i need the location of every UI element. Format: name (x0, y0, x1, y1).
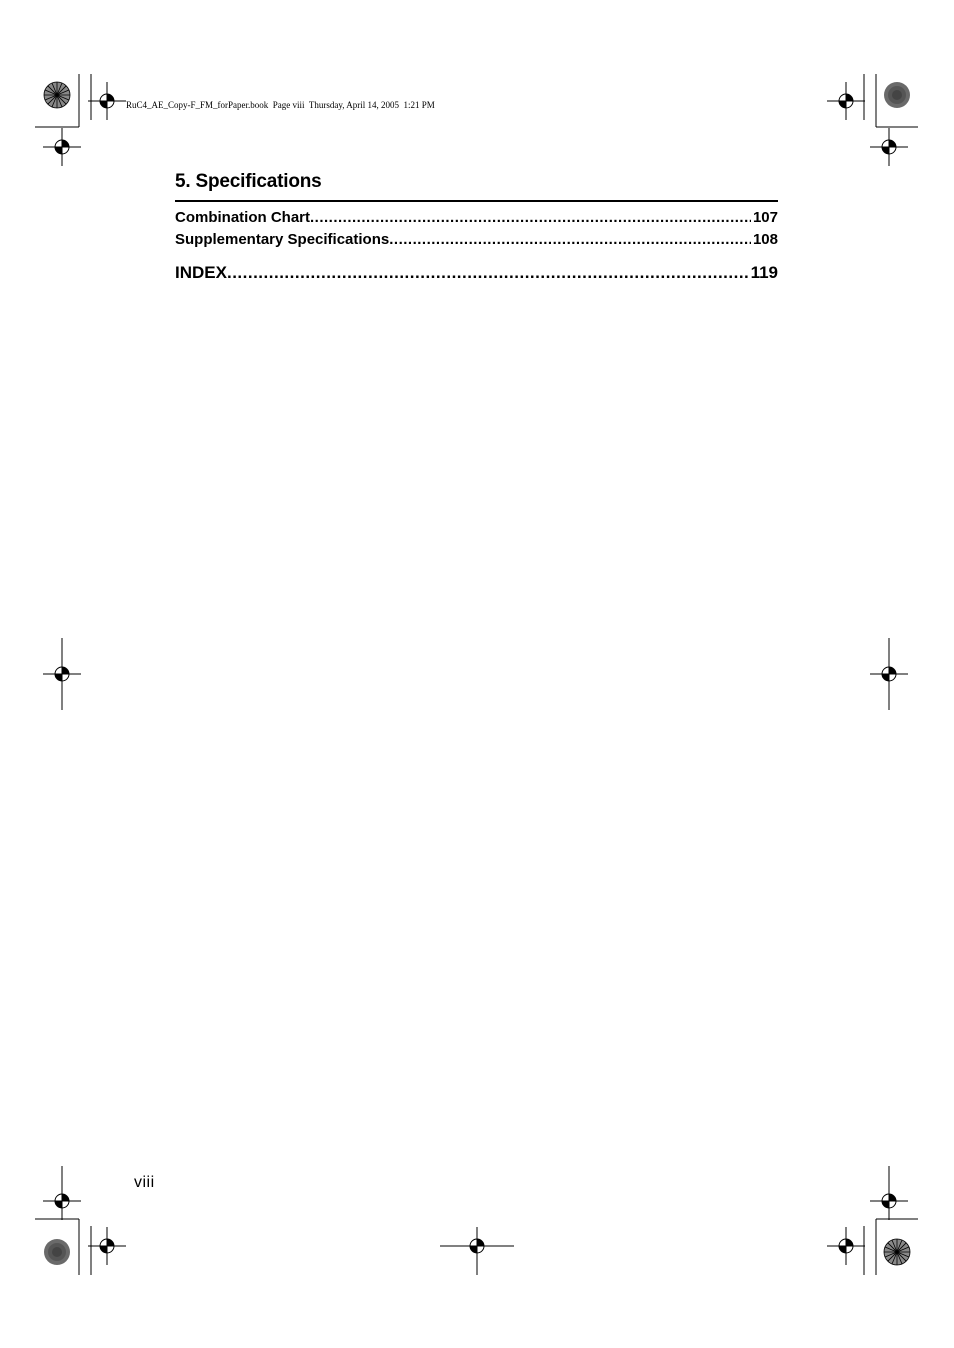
corner-mark-bottom-left (35, 1166, 126, 1275)
toc-entry-combination-chart[interactable] (175, 207, 778, 229)
dot-leader (227, 261, 749, 285)
center-mark-bottom (440, 1227, 514, 1275)
toc-entry-label: Combination Chart (175, 209, 310, 226)
toc-entry-label: Supplementary Specifications (175, 231, 390, 248)
chapter-title: 5. Specifications (175, 170, 778, 202)
table-of-contents (175, 170, 778, 285)
toc-entry-list (175, 207, 778, 285)
toc-entry-page: 108 (752, 231, 778, 248)
toc-entry-page: 119 (750, 263, 778, 282)
page-number: viii (134, 1174, 155, 1191)
corner-mark-top-left (35, 74, 126, 166)
dot-leader (310, 207, 751, 229)
toc-entry-label: INDEX (175, 263, 227, 282)
book-file-header: RuC4_AE_Copy-F_FM_forPaper.book Page viii Thursday, April 14, 2005 1:21 PM (126, 100, 435, 110)
toc-entry-supplementary-specifications[interactable] (175, 229, 778, 251)
toc-entry-page: 107 (752, 209, 778, 226)
toc-entry-index[interactable] (175, 261, 778, 285)
side-mark-left (43, 638, 81, 710)
side-mark-right (870, 638, 908, 710)
corner-mark-top-right (827, 74, 918, 166)
corner-mark-bottom-right (827, 1166, 918, 1275)
dot-leader (389, 229, 751, 251)
